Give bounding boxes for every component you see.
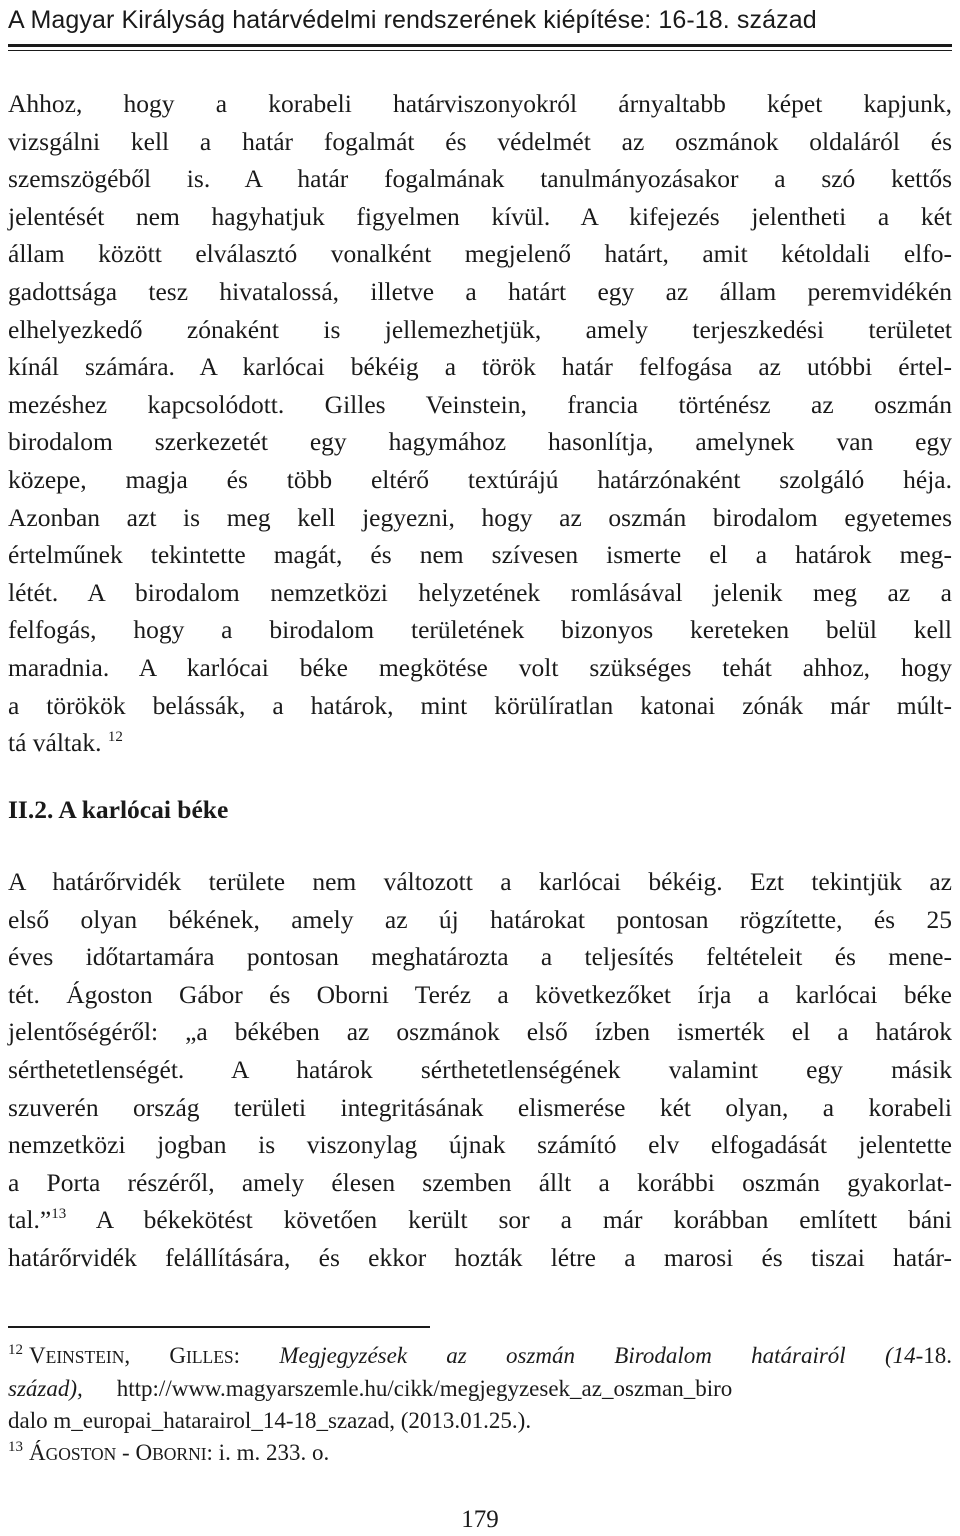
author-initial: O (135, 1440, 153, 1465)
text-line-last (8, 724, 952, 762)
footnote-number: 13 (8, 1439, 23, 1455)
text-line: jelentőségéről: „a békében az oszmánok első ízben ismerték el a határok (8, 1017, 952, 1047)
text-line: a Porta részéről, amely élesen szemben állt a korábbi oszmán gyakorlat- (8, 1167, 952, 1197)
text-line: értelműnek tekintette magát, és nem szívesen ismerte el a határok meg- (8, 540, 952, 570)
author-separator: - (116, 1440, 136, 1465)
text-line-content: tá váltak. (8, 728, 102, 758)
footnotes (8, 1340, 952, 1470)
text-line: felfogás, hogy a birodalom területének bizonyos kereteken belül kell (8, 615, 952, 645)
section-heading: II.2. A karlócai béke (8, 795, 229, 824)
text-line: tét. Ágoston Gábor és Oborni Teréz a következőket írja a karlócai béke (8, 979, 952, 1009)
author-initial: Á (29, 1440, 46, 1465)
footnote-separator (8, 1326, 430, 1328)
text-line: sérthetetlenségét. A határok sérthetetlenségének valamint egy másik (8, 1054, 952, 1084)
text-line-start: tal.” (8, 1205, 52, 1235)
footnote-reference[interactable]: 12 (107, 729, 123, 746)
text-line: a törökök belássák, a határok, mint körülíratlan katonai zónák már múlt- (8, 690, 952, 720)
text-line-with-footnote (8, 1201, 952, 1239)
text-line: gadottsága tesz hivatalossá, illetve a határt egy az állam peremvidékén (8, 276, 952, 306)
citation-title-end: -18. (915, 1343, 953, 1368)
footnote-12-cont (8, 1405, 952, 1437)
header-rule-secondary (8, 50, 952, 51)
author-separator: , (124, 1343, 170, 1368)
text-line: szuverén ország területi integritásának elismerése két olyan, a korabeli (8, 1092, 952, 1122)
body-paragraph-1 (8, 85, 952, 762)
text-line: éves időtartamára pontosan meghatározta a teljesítés feltételeit és mene- (8, 942, 952, 972)
citation-title: Megjegyzések az oszmán Birodalom határairól (14 (279, 1343, 916, 1368)
author-smallcaps: ILLES (186, 1347, 234, 1367)
text-line: kínál számára. A karlócai békéig a török határ felfogása az utóbbi értel- (8, 352, 952, 382)
text-line-end: A békekötést követően került sor a már korábban említett báni (95, 1205, 953, 1235)
footnote-12-cont (8, 1373, 952, 1405)
text-line: nemzetközi jogban is viszonylag újnak számító elv elfogadását jelentette (8, 1130, 952, 1160)
running-header: A Magyar Királyság határvédelmi rendszerének kiépítése: 16-18. század (8, 6, 817, 34)
text-line: birodalom szerkezetét egy hagymához hasonlítja, amelynek van egy (8, 427, 952, 457)
citation-rest: : i. m. 233. o. (206, 1440, 330, 1465)
text-line: mezéshez kapcsolódott. Gilles Veinstein, francia történész az oszmán (8, 389, 952, 419)
text-line: elhelyezkedő zónaként is jellemezhetjük, amely terjeszkedési területet (8, 314, 952, 344)
text-line: állam között elválasztó vonalként megjelenő határt, amit kétoldali elfo- (8, 239, 952, 269)
text-line: határőrvidék felállítására, és ekkor hozták létre a marosi és tiszai határ- (8, 1242, 952, 1272)
citation-url-cont[interactable]: dalo m_europai_hatarairol_14-18_szazad, (2013.01.25.). (8, 1408, 532, 1433)
author-initial: G (169, 1343, 187, 1368)
text-line: jelentését nem hagyhatjuk figyelmen kívül. A kifejezés jelentheti a két (8, 201, 952, 231)
footnote-reference[interactable]: 13 (51, 1206, 67, 1223)
author-smallcaps: EINSTEIN (45, 1347, 125, 1367)
text-line: szemszögéből is. A határ fogalmának tanulmányozásakor a szó kettős (8, 164, 952, 194)
author-initial: V (29, 1343, 46, 1368)
citation-title: század), (8, 1376, 83, 1401)
footnote-12 (8, 1340, 952, 1373)
text-line: közepe, magja és több eltérő textúrájú határzónaként szolgáló héja. (8, 464, 952, 494)
text-line: maradnia. A karlócai béke megkötése volt szükséges tehát ahhoz, hogy (8, 652, 952, 682)
body-paragraph-2 (8, 863, 952, 1277)
text-line: létét. A birodalom nemzetközi helyzetének romlásával jelenik meg az a (8, 577, 952, 607)
header-rule (8, 44, 952, 47)
author-smallcaps: GOSTON (45, 1444, 117, 1464)
citation-url[interactable]: http://www.magyarszemle.hu/cikk/megjegyzesek_az_oszman_biro (116, 1376, 733, 1401)
page-number: 179 (461, 1506, 499, 1533)
text-line: első olyan békének, amely az új határokat pontosan rögzítette, és 25 (8, 904, 952, 934)
author-smallcaps: BORNI (152, 1444, 207, 1464)
text-line: Ahhoz, hogy a korabeli határviszonyokról árnyaltabb képet kapjunk, (8, 89, 952, 118)
text-line: Azonban azt is meg kell jegyezni, hogy az oszmán birodalom egyetemes (8, 502, 952, 532)
author-colon: : (233, 1343, 280, 1368)
footnote-13 (8, 1437, 952, 1470)
text-line: A határőrvidék területe nem változott a karlócai békéig. Ezt tekintjük az (8, 867, 952, 896)
footnote-number: 12 (8, 1342, 23, 1358)
text-line: vizsgálni kell a határ fogalmát és védelmét az oszmánok oldaláról és (8, 126, 952, 156)
